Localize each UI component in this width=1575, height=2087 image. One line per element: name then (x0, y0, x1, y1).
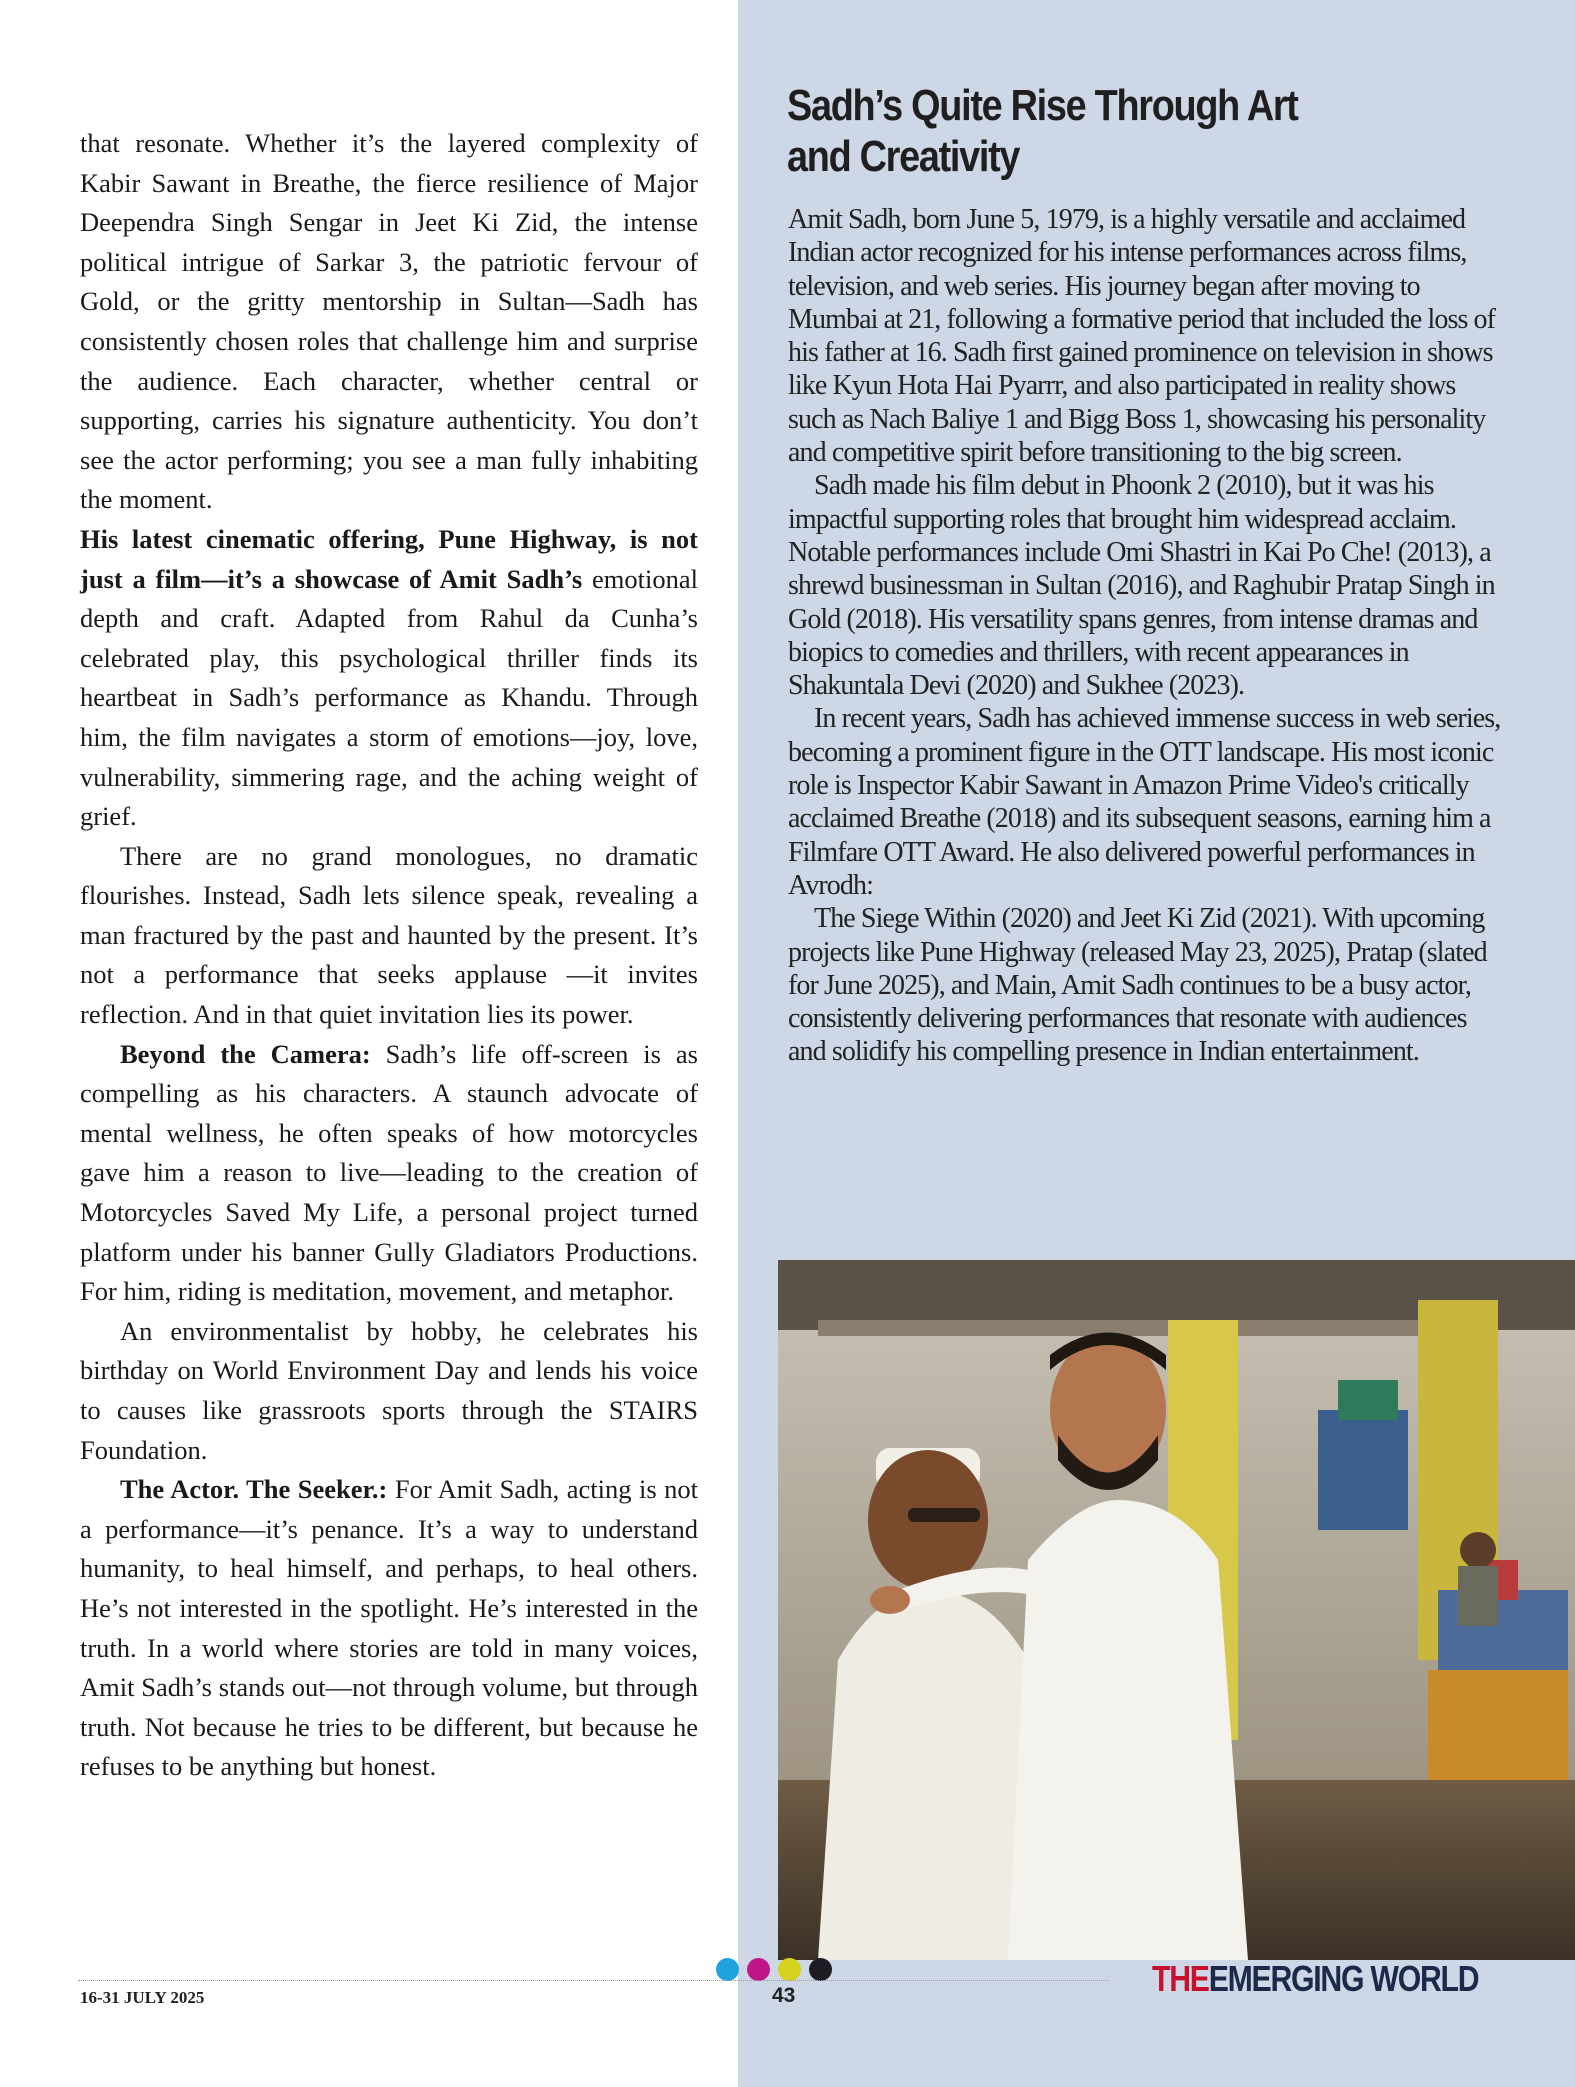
sidebar-article (788, 203, 1508, 1069)
paragraph-text: Sadh’s life off-screen is as compelling as his characters. A staunch advocate of mental wellness, he often speaks of how motorcycles gave him a reason to live—leading to the creation of Motorcycles Saved My Life, a personal project turned platform under his banner Gully Gladiators Productions. For him, riding is meditation, movement, and metaphor. (80, 1038, 698, 1307)
color-dot (809, 1958, 832, 1981)
article-paragraph (80, 520, 698, 837)
sidebar-headline (787, 80, 1441, 182)
headline-line: and Creativity (787, 132, 1020, 181)
sidebar-paragraph: The Siege Within (2020) and Jeet Ki Zid (2021). With upcoming projects like Pune Highway (released May 23, 2025), Pratap (slated for June 2025), and Main, Amit Sadh continues to be a busy actor, consistently delivering performances that resonate with audiences and solidify his compelling presence in Indian entertainment. (788, 903, 1487, 1068)
brand-logo-name: EMERGING WORLD (1208, 1958, 1479, 1999)
sidebar-paragraph: In recent years, Sadh has achieved immense success in web series, becoming a prominent figure in the OTT landscape. His most iconic role is Inspector Kabir Sawant in Amazon Prime Video's critically acclaimed Breathe (2018) and its subsequent seasons, earning him a Filmfare OTT Award. He also delivered powerful performances in Avrodh: (788, 703, 1501, 901)
paragraph-text: emotional depth and craft. Adapted from Rahul da Cunha’s celebrated play, this psychological thriller finds its heartbeat in Sadh’s performance as Khandu. Through him, the film navigates a storm of emotions—joy, love, vulnerability, simmering rage, and the aching weight of grief. (80, 563, 698, 832)
article-paragraph (80, 1470, 698, 1787)
brand-logo (1152, 1958, 1478, 2000)
bold-lead: His latest cinematic offering, Pune Highway, is not just a film—it’s a showcase of Amit Sadh’s (80, 523, 698, 594)
article-paragraph: that resonate. Whether it’s the layered complexity of Kabir Sawant in Breathe, the fierce resilience of Major Deependra Singh Sengar in Jeet Ki Zid, the intense political intrigue of Sarkar 3, the patriotic fervour of Gold, or the gritty mentorship in Sultan—Sadh has consistently chosen roles that challenge him and surprise the audience. Each character, whether central or supporting, carries his signature authenticity. You don’t see the actor performing; you see a man fully inhabiting the moment. (80, 128, 698, 515)
article-paragraph (80, 1035, 698, 1312)
article-paragraph: An environmentalist by hobby, he celebrates his birthday on World Environment Day and lends his voice to causes like grassroots sports through the STAIRS Foundation. (80, 1315, 698, 1465)
section-lead-actor-seeker: The Actor. The Seeker.: (120, 1474, 388, 1505)
sidebar-paragraph: Amit Sadh, born June 5, 1979, is a highly versatile and acclaimed Indian actor recognized for his intense performances across films, television, and web series. His journey began after moving to Mumbai at 21, following a formative period that included the loss of his father at 16. Sadh first gained prominence on television in shows like Kyun Hota Hai Pyarrr, and also participated in reality shows such as Nach Baliye 1 and Bigg Boss 1, showcasing his personality and competitive spirit before transitioning to the big screen. (788, 204, 1496, 469)
color-dot (747, 1958, 770, 1981)
section-lead-beyond-camera: Beyond the Camera: (120, 1038, 371, 1069)
color-dot (778, 1958, 801, 1981)
sidebar-paragraph: Sadh made his film debut in Phoonk 2 (2010), but it was his impactful supporting roles that brought him widespread acclaim. Notable performances include Omi Shastri in Kai Po Che! (2013), a shrewd businessman in Sultan (2016), and Raghubir Pratap Singh in Gold (2018). His versatility spans genres, from intense dramas and biopics to comedies and thrillers, with recent appearances in Shakuntala Devi (2020) and Sukhee (2023). (788, 470, 1495, 702)
headline-line: Sadh’s Quite Rise Through Art (787, 81, 1298, 130)
main-article (80, 124, 698, 1787)
article-photo (778, 1260, 1575, 1960)
page-number: 43 (772, 1984, 796, 2007)
color-dot (716, 1958, 739, 1981)
footer-divider (78, 1980, 1108, 1981)
photo-illustration (778, 1260, 1575, 1960)
paragraph-text: For Amit Sadh, acting is not a performance—it’s penance. It’s a way to understand humanity, to heal himself, and perhaps, to heal others. He’s not interested in the spotlight. He’s interested in the truth. In a world where stories are told in many voices, Amit Sadh’s stands out—not through volume, but through truth. Not because he tries to be different, but because he refuses to be anything but honest. (80, 1474, 698, 1782)
article-paragraph: There are no grand monologues, no dramatic flourishes. Instead, Sadh lets silence speak, revealing a man fractured by the past and haunted by the present. It’s not a performance that seeks applause —it invites reflection. And in that quiet invitation lies its power. (80, 840, 698, 1030)
issue-date: 16-31 JULY 2025 (80, 1988, 205, 2007)
brand-logo-the: THE (1152, 1958, 1209, 1999)
